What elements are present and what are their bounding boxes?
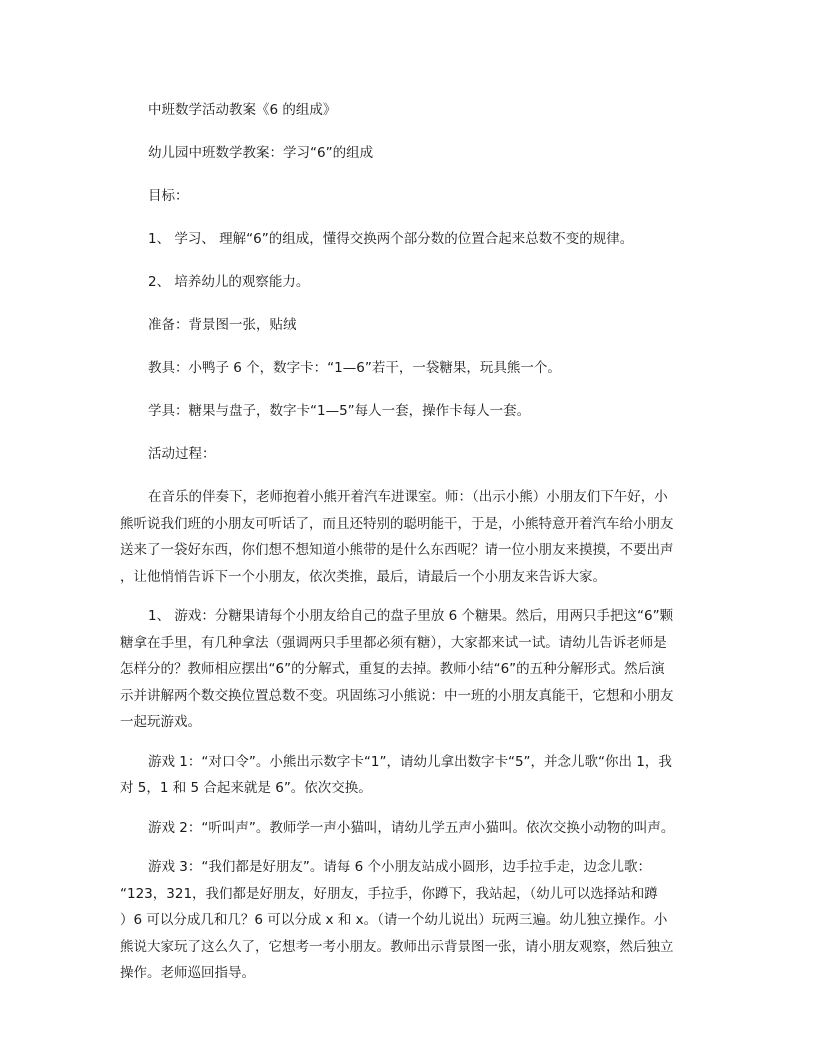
goal-heading: 目标： (148, 188, 189, 204)
paragraph-line: 糖拿在手里，有几种拿法（强调两只手里都必须有糖），大家都来试一试。请幼儿告诉老师是 (120, 634, 667, 651)
paragraph-game-2 (148, 815, 695, 842)
paragraph-line: 熊说大家玩了这么久了，它想考一考小朋友。教师出示背景图一张，请小朋友观察，然后独立 (120, 938, 674, 955)
paragraph-line: 1、 游戏：分糖果请每个小朋友给自己的盘子里放 6 个糖果。然后，用两只手把这“6”颗 (148, 608, 674, 624)
paragraph-line: 一起玩游戏。 (120, 714, 201, 730)
student-tools-line: 学具：糖果与盘子，数字卡“1—5”每人一套，操作卡每人一套。 (148, 403, 531, 419)
paragraph-line: ，让他悄悄告诉下一个小朋友，依次类推，最后，请最后一个小朋友来告诉大家。 (120, 568, 606, 585)
paragraph-line: 游戏 2：“听叫声”。教师学一声小猫叫，请幼儿学五声小猫叫。依次交换小动物的叫声。 (148, 819, 675, 836)
paragraph-line: 送来了一袋好东西，你们想不想知道小熊带的是什么东西呢？请一位小朋友来摸摸，不要出声 (120, 542, 674, 558)
paragraph-line: 游戏 3：“我们都是好朋友”。请每 6 个小朋友站成小圆形，边手拉手走，边念儿歌： (148, 859, 652, 875)
paragraph-game-1 (120, 749, 695, 802)
paragraph-game-3 (120, 854, 695, 987)
process-heading: 活动过程： (148, 446, 216, 462)
paragraph-intro (120, 484, 695, 590)
paragraph-game-intro (120, 603, 695, 736)
paragraph-line: 熊听说我们班的小朋友可听话了，而且还特别的聪明能干，于是，小熊特意开着汽车给小朋友 (120, 515, 674, 532)
paragraph-line: “123，321，我们都是好朋友，好朋友，手拉手，你蹲下，我站起，（幼儿可以选择站和蹲 (120, 885, 658, 902)
paragraph-line: 在音乐的伴奏下，老师抱着小熊开着汽车进课室。师：（出示小熊）小朋友们下午好，小 (148, 489, 668, 505)
teacher-tools-line: 教具：小鸭子 6 个，数字卡：“1—6”若干，一袋糖果，玩具熊一个。 (148, 360, 561, 376)
paragraph-line: 怎样分的？教师相应摆出“6”的分解式，重复的去掉。教师小结“6”的五种分解形式。然后演 (120, 661, 665, 677)
goal-item-1: 1、 学习、 理解“6”的组成，懂得交换两个部分数的位置合起来总数不变的规律。 (148, 231, 634, 247)
paragraph-line: 游戏 1：“对口令”。小熊出示数字卡“1”，请幼儿拿出数字卡“5”，并念儿歌“你出 1，我 (148, 753, 672, 770)
paragraph-line: ）6 可以分成几和几？6 可以分成 x 和 x。（请一个幼儿说出）玩两三遍。幼儿独立操作。小 (120, 912, 668, 928)
paragraph-line: 操作。老师巡回指导。 (120, 965, 255, 981)
paragraph-line: 对 5，1 和 5 合起来就是 6”。依次交换。 (120, 780, 372, 796)
document-subtitle: 幼儿园中班数学教案：学习“6”的组成 (148, 145, 374, 161)
paragraph-line: 示并讲解两个数交换位置总数不变。巩固练习小熊说：中一班的小朋友真能干，它想和小朋友 (120, 687, 674, 704)
document-title: 中班数学活动教案《6 的组成》 (148, 102, 337, 118)
goal-item-2: 2、 培养幼儿的观察能力。 (148, 274, 310, 290)
preparation-line: 准备：背景图一张，贴绒 (148, 317, 297, 333)
